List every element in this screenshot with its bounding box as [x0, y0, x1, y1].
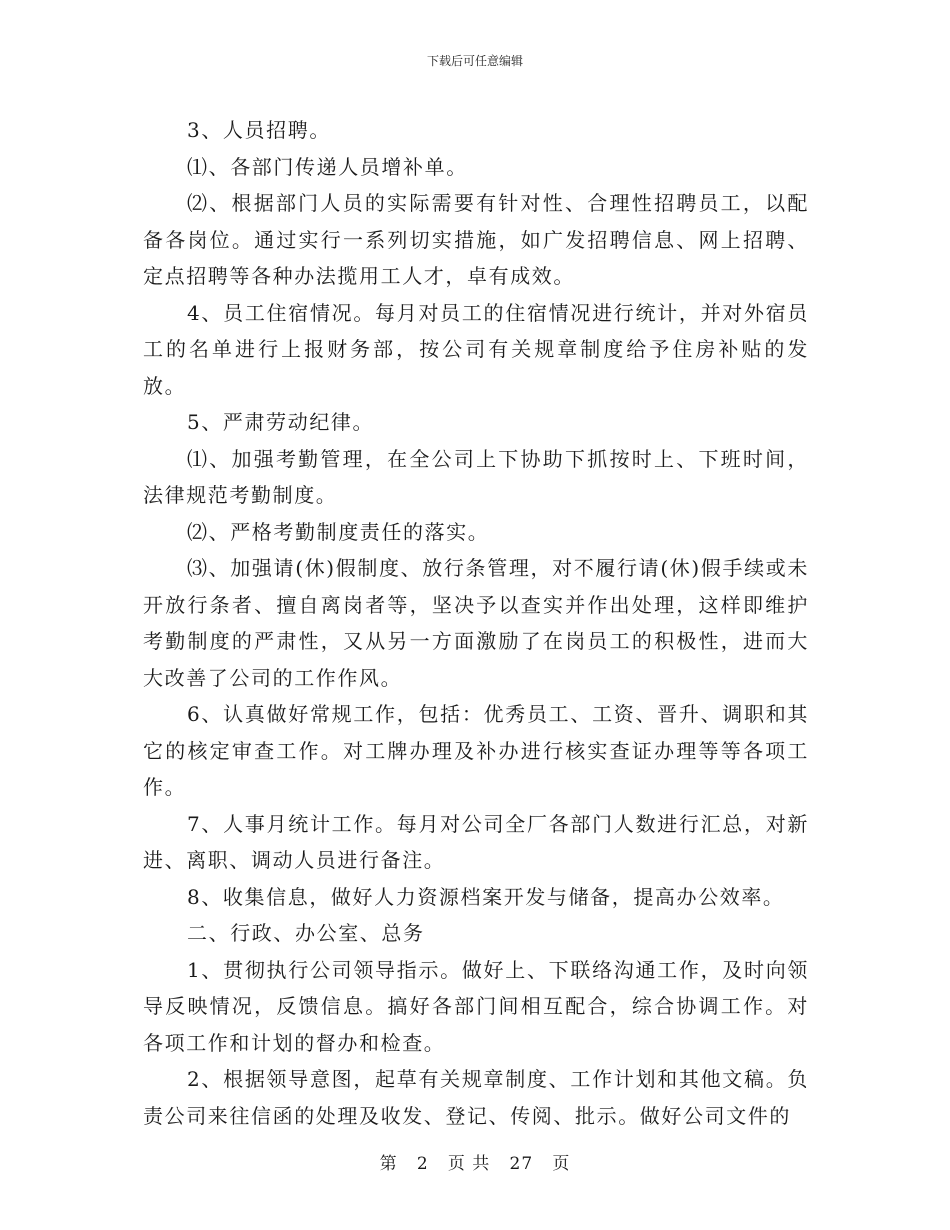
page-header-note: 下载后可任意编辑 — [426, 54, 523, 68]
paragraph-accommodation: 4、员工住宿情况。每月对员工的住宿情况进行统计，并对外宿员工的名单进行上报财务部，按公司有关规章制度给予住房补贴的发放。 — [143, 300, 809, 398]
page-footer — [0, 1152, 950, 1176]
paragraph-monthly-statistics: 7、人事月统计工作。每月对公司全厂各部门人数进行汇总，对新进、离职、调动人员进行备注。 — [143, 811, 809, 872]
paragraph-discipline-3: ⑶、加强请(休)假制度、放行条管理，对不履行请(休)假手续或未开放行条者、擅自离岗者等，坚决予以查实并作出处理，这样即维护考勤制度的严肃性，又从另一方面激励了在岗员工的积极性，进而大大改善了公司的工作作风。 — [143, 556, 809, 690]
paragraph-information: 8、收集信息，做好人力资源档案开发与储备，提高办公效率。 — [187, 884, 785, 909]
paragraph-recruitment-1: ⑴、各部门传递人员增补单。 — [187, 154, 468, 179]
document-body — [143, 112, 809, 1134]
paragraph-discipline-1: ⑴、加强考勤管理，在全公司上下协助下抓按时上、下班时间，法律规范考勤制度。 — [143, 446, 809, 507]
paragraph-recruitment-heading: 3、人员招聘。 — [187, 118, 331, 142]
footer-prefix: 第 — [379, 1154, 398, 1174]
section-heading-admin: 二、行政、办公室、总务 — [187, 921, 425, 945]
paragraph-recruitment-2: ⑵、根据部门人员的实际需要有针对性、合理性招聘员工，以配备各岗位。通过实行一系列切实措施，如广发招聘信息、网上招聘、定点招聘等各种办法揽用工人才，卓有成效。 — [143, 191, 809, 288]
paragraph-admin-1: 1、贯彻执行公司领导指示。做好上、下联络沟通工作，及时向领导反映情况，反馈信息。搞好各部门间相互配合，综合协调工作。对各项工作和计划的督办和检查。 — [143, 957, 809, 1055]
paragraph-routine-work: 6、认真做好常规工作，包括：优秀员工、工资、晋升、调职和其它的核定审查工作。对工牌办理及补办进行核实查证办理等等各项工作。 — [143, 702, 809, 799]
paragraph-discipline-heading: 5、严肃劳动纪律。 — [187, 410, 375, 434]
footer-suffix: 页 — [552, 1154, 571, 1174]
footer-total-pages: 27 — [509, 1154, 534, 1174]
footer-current-page: 2 — [416, 1154, 429, 1174]
paragraph-admin-2: 2、根据领导意图，起草有关规章制度、工作计划和其他文稿。负责公司来往信函的处理及收发、登记、传阅、批示。做好公司文件的 — [143, 1067, 809, 1128]
paragraph-discipline-2: ⑵、严格考勤制度责任的落实。 — [187, 519, 490, 544]
footer-middle: 页 共 — [447, 1154, 491, 1174]
